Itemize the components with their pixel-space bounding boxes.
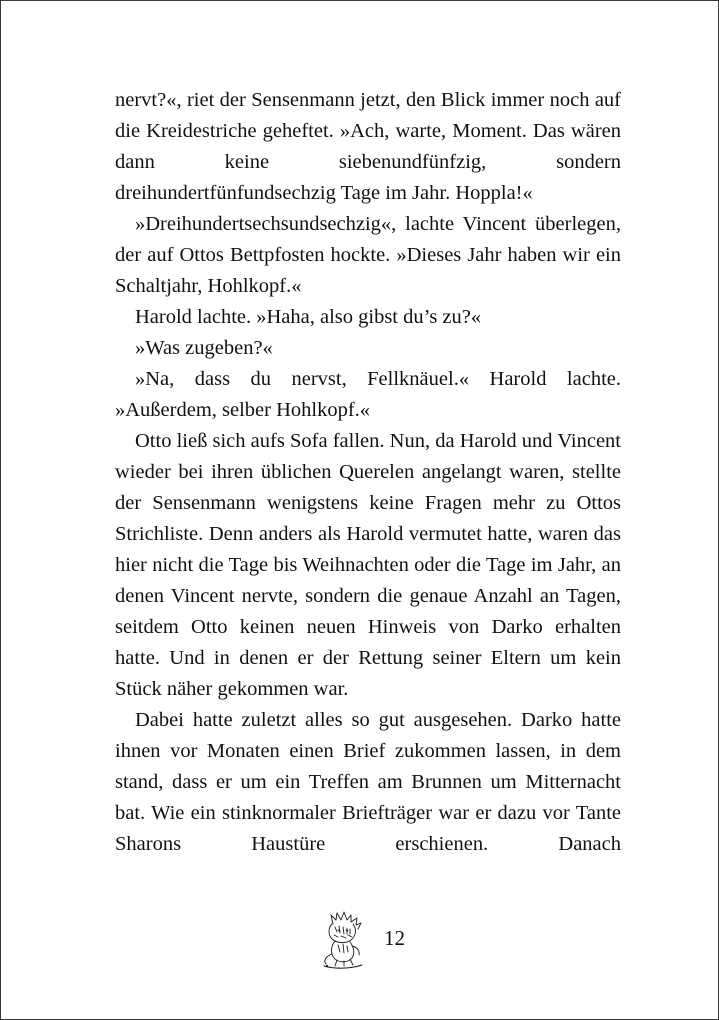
paragraph-5: »Na, dass du nervst, Fellknäuel.« Harold lachte. »Außerdem, selber Hohlkopf.«	[115, 368, 621, 421]
paragraph-1: nervt?«, riet der Sensenmann jetzt, den Blick immer noch auf die Kreidestriche geheftet. »Ach, warte, Moment. Das wären dann keine siebenundfünfzig, sondern dreihundertfünfundsechzig Tage im Jahr. Hoppla!«	[115, 89, 621, 204]
paragraph-2: »Dreihundertsechsundsechzig«, lachte Vincent überlegen, der auf Ottos Bettpfosten hockte. »Dieses Jahr haben wir ein Schaltjahr, Hohlkopf.«	[115, 213, 621, 297]
page-footer	[1, 904, 719, 974]
paragraph-4: »Was zugeben?«	[135, 337, 273, 359]
page-text-block	[115, 85, 621, 860]
paragraph-3: Harold lachte. »Haha, also gibst du’s zu?«	[135, 306, 482, 328]
paragraph-7: Dabei hatte zuletzt alles so gut ausgesehen. Darko hatte ihnen vor Monaten einen Brief zukommen lassen, in dem stand, dass er um ein Treffen am Brunnen um Mitternacht bat. Wie ein stinknormaler Briefträger war er dazu vor Tante Sharons Haustüre erschienen. Danach	[115, 709, 621, 855]
cat-sketch-vignette-icon	[316, 908, 370, 970]
page-number: 12	[384, 925, 405, 950]
paragraph-6: Otto ließ sich aufs Sofa fallen. Nun, da Harold und Vincent wieder bei ihren üblichen Querelen angelangt waren, stellte der Sensenmann wenigstens keine Fragen mehr zu Ottos Strichliste. Denn anders als Harold vermutet hatte, waren das hier nicht die Tage bis Weihnachten oder die Tage im Jahr, an denen Vincent nervte, sondern die genaue Anzahl an Tagen, seitdem Otto keinen neuen Hinweis von Darko erhalten hatte. Und in denen er der Rettung seiner Eltern um kein Stück näher gekommen war.	[115, 430, 621, 700]
